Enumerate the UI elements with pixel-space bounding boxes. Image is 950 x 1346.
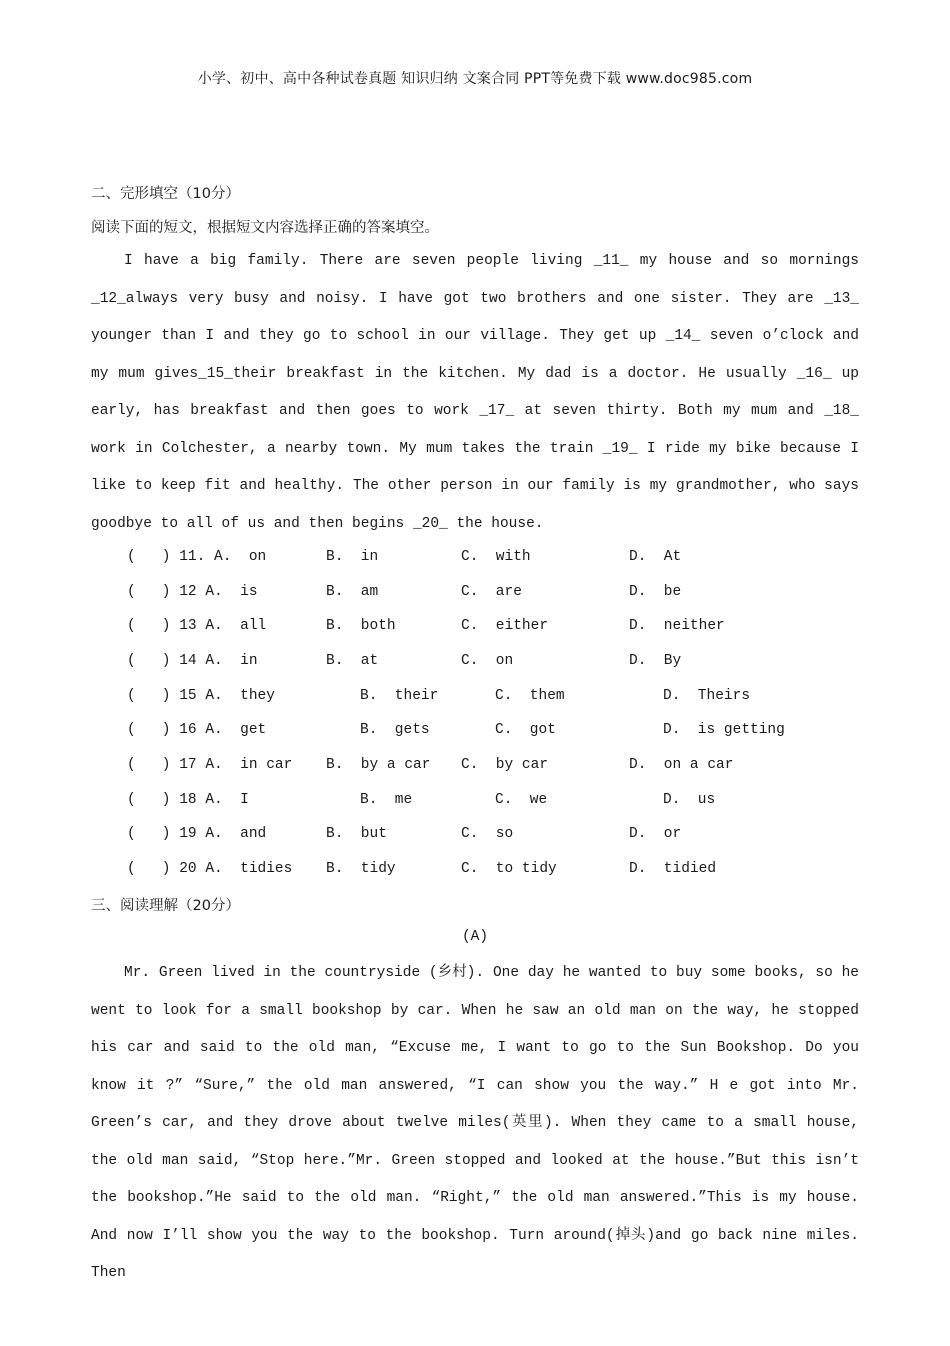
question-row (127, 618, 867, 644)
option-c: C. are (461, 584, 522, 600)
option-b: B. me (360, 792, 413, 808)
option-b: B. gets (360, 722, 430, 738)
question-number-and-option-a: ( ) 14 A. in (127, 653, 258, 669)
option-c: C. we (495, 792, 548, 808)
option-b: B. am (326, 584, 379, 600)
option-b: B. at (326, 653, 379, 669)
option-d: D. At (629, 549, 682, 565)
question-row (127, 584, 867, 610)
option-c: C. got (495, 722, 556, 738)
option-d: D. By (629, 653, 682, 669)
option-c: C. either (461, 618, 549, 634)
option-d: D. be (629, 584, 682, 600)
option-d: D. Theirs (663, 688, 751, 704)
option-c: C. so (461, 826, 514, 842)
question-number-and-option-a: ( ) 13 A. all (127, 618, 267, 634)
option-c: C. by car (461, 757, 549, 773)
option-d: D. us (663, 792, 716, 808)
question-number-and-option-a: ( ) 16 A. get (127, 722, 267, 738)
question-row (127, 549, 867, 575)
question-row (127, 757, 867, 783)
option-d: D. neither (629, 618, 725, 634)
question-row (127, 792, 867, 818)
option-c: C. to tidy (461, 861, 557, 877)
section-2-title: 二、完形填空（10分） (91, 186, 240, 202)
question-number-and-option-a: ( ) 20 A. tidies (127, 861, 293, 877)
question-row (127, 688, 867, 714)
cloze-passage-text: I have a big family. There are seven people living _11_ my house and so mornings _12_always very busy and noisy. I have got two brothers and one sister. They are _13_ younger than I and they go to school in our village. They get up _14_ seven o’clock and my mum gives_15_their breakfast in the kitchen. My dad is a doctor. He usually _16_ up early, has breakfast and then goes to work _17_ at seven thirty. Both my mum and _18_ work in Colchester, a nearby town. My mum takes the train _19_ I ride my bike because I like to keep fit and healthy. The other person in our family is my grandmother, who says goodbye to all of us and then begins _20_ the house. (91, 253, 859, 532)
cloze-passage (91, 243, 859, 543)
option-d: D. is getting (663, 722, 785, 738)
question-row (127, 653, 867, 679)
option-b: B. but (326, 826, 387, 842)
reading-passage-a-text: Mr. Green lived in the countryside (乡村). One day he wanted to buy some books, so he went to look for a small bookshop by car. When he saw an old man on the way, he stopped his car and said to the old man, “Excuse me, I want to go to the Sun Bookshop. Do you know it ?” “Sure,” the old man answered, “I can show you the way.” H e got into Mr. Green’s car, and they drove about twelve miles(英里). When they came to a small house, the old man said, “Stop here.”Mr. Green stopped and looked at the house.”But this isn’t the bookshop.”He said to the old man. “Right,” the old man answered.”This is my house. And now I’ll show you the way to the bookshop. Turn around(掉头)and go back nine miles. Then (91, 965, 859, 1281)
option-d: D. tidied (629, 861, 717, 877)
option-b: B. by a car (326, 757, 431, 773)
question-number-and-option-a: ( ) 12 A. is (127, 584, 258, 600)
section-2-instruction: 阅读下面的短文，根据短文内容选择正确的答案填空。 (91, 220, 439, 236)
option-c: C. on (461, 653, 514, 669)
option-b: B. tidy (326, 861, 396, 877)
option-d: D. or (629, 826, 682, 842)
question-number-and-option-a: ( ) 11. A. on (127, 549, 267, 565)
option-c: C. with (461, 549, 531, 565)
passage-a-label: (A) (461, 929, 489, 945)
option-d: D. on a car (629, 757, 734, 773)
question-number-and-option-a: ( ) 19 A. and (127, 826, 267, 842)
section-3-title: 三、阅读理解（20分） (91, 898, 240, 914)
question-number-and-option-a: ( ) 18 A. I (127, 792, 249, 808)
question-number-and-option-a: ( ) 17 A. in car (127, 757, 293, 773)
question-row (127, 722, 867, 748)
page-header: 小学、初中、高中各种试卷真题 知识归纳 文案合同 PPT等免费下载 www.doc985.com (197, 71, 753, 87)
option-b: B. their (360, 688, 439, 704)
option-c: C. them (495, 688, 565, 704)
option-b: B. in (326, 549, 379, 565)
option-b: B. both (326, 618, 396, 634)
question-number-and-option-a: ( ) 15 A. they (127, 688, 275, 704)
question-row (127, 826, 867, 852)
reading-passage-a (91, 955, 859, 1293)
question-row (127, 861, 867, 887)
